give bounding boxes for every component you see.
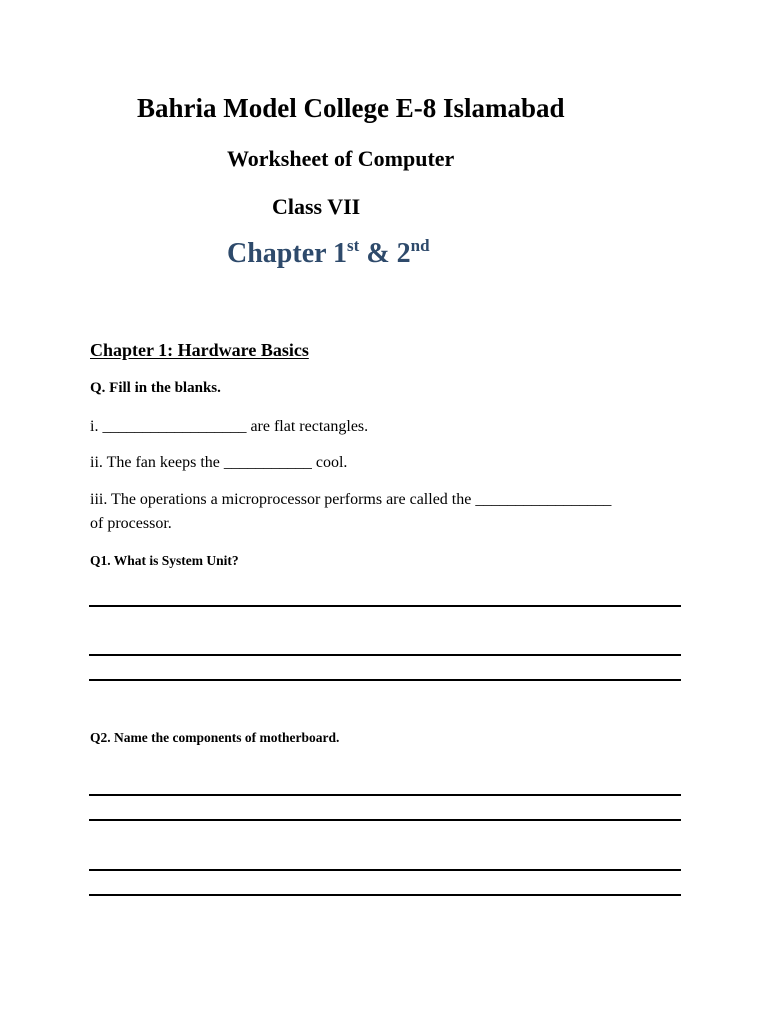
- chapter-heading-sup-second: nd: [410, 236, 430, 255]
- fill-blank-item: ii. The fan keeps the ___________ cool.: [90, 454, 348, 471]
- section-title: Chapter 1: Hardware Basics: [90, 340, 309, 360]
- class-label: Class VII: [272, 194, 361, 219]
- answer-line: [89, 894, 681, 896]
- fill-blank-item-continuation: of processor.: [90, 515, 172, 532]
- chapter-heading-sup-first: st: [347, 236, 360, 255]
- question-1-label: Q1. What is System Unit?: [90, 553, 239, 568]
- answer-line: [89, 605, 681, 607]
- answer-line: [89, 679, 681, 681]
- fill-blanks-label: Q. Fill in the blanks.: [90, 380, 221, 396]
- fill-blank-item: i. __________________ are flat rectangles.: [90, 418, 369, 435]
- fill-blank-item: iii. The operations a microprocessor performs are called the _________________: [90, 491, 612, 508]
- question-2-label: Q2. Name the components of motherboard.: [90, 730, 340, 745]
- school-name-title: Bahria Model College E-8 Islamabad: [137, 93, 565, 123]
- answer-line: [89, 869, 681, 871]
- chapter-heading-middle: & 2: [359, 238, 411, 269]
- answer-line: [89, 654, 681, 656]
- answer-line: [89, 819, 681, 821]
- chapter-heading: [227, 238, 430, 270]
- chapter-heading-prefix: Chapter 1: [227, 238, 348, 269]
- worksheet-subtitle: Worksheet of Computer: [227, 146, 455, 171]
- answer-line: [89, 794, 681, 796]
